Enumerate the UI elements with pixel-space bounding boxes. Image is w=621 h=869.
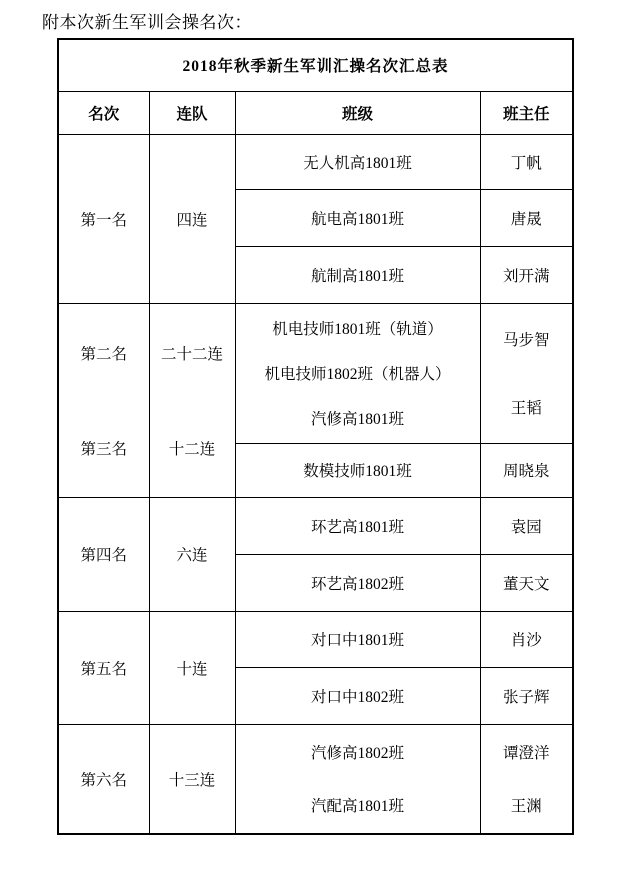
- class-cell: [235, 303, 480, 443]
- class-line: 汽修高1802班: [310, 745, 404, 763]
- class-stack: [236, 726, 480, 832]
- table-title: 2018年秋季新生军训汇操名次汇总表: [58, 39, 573, 91]
- teacher-cell: 张子辉: [480, 667, 573, 724]
- company-line: 十二连: [168, 440, 216, 458]
- rank-stack: [59, 305, 149, 495]
- table-row: [58, 611, 573, 667]
- class-cell: 航制高1801班: [235, 246, 480, 303]
- ranking-table: [57, 38, 574, 835]
- class-cell: 环艺高1802班: [235, 554, 480, 611]
- rank-line: 第三名: [80, 440, 127, 458]
- rank-cell: 第五名: [58, 611, 149, 724]
- table-row: [58, 303, 573, 443]
- teacher-line: 马步智: [503, 332, 550, 349]
- class-cell: [235, 724, 480, 834]
- intro-text: 附本次新生军训会操名次：: [42, 13, 252, 32]
- class-line: 机电技师1801班（轨道）: [272, 320, 443, 338]
- company-line: 二十二连: [160, 345, 223, 363]
- column-header-rank: 名次: [58, 91, 149, 134]
- class-cell: 航电高1801班: [235, 189, 480, 246]
- class-line: 汽修高1801班: [310, 411, 404, 429]
- company-cell: [149, 303, 235, 497]
- title-row: [58, 39, 573, 91]
- teacher-line: 王渊: [510, 798, 542, 816]
- class-line: 汽配高1801班: [310, 798, 404, 816]
- company-cell: 四连: [149, 134, 235, 303]
- teacher-line: 谭澄洋: [503, 745, 550, 763]
- rank-line: 第二名: [80, 345, 127, 363]
- column-header-class: 班级: [235, 91, 480, 134]
- teacher-line: 王韬: [510, 400, 542, 417]
- teacher-cell: [480, 724, 573, 834]
- rank-cell: 第一名: [58, 134, 149, 303]
- column-header-teacher: 班主任: [480, 91, 573, 134]
- company-cell: 十三连: [149, 724, 235, 834]
- company-cell: 六连: [149, 497, 235, 611]
- teacher-cell: 肖沙: [480, 611, 573, 667]
- teacher-cell: 董天文: [480, 554, 573, 611]
- teacher-cell: [480, 303, 573, 443]
- header-row: [58, 91, 573, 134]
- class-cell: 无人机高1801班: [235, 134, 480, 189]
- teacher-cell: 袁园: [480, 497, 573, 554]
- class-cell: 对口中1802班: [235, 667, 480, 724]
- teacher-stack: [481, 726, 573, 832]
- class-cell: 对口中1801班: [235, 611, 480, 667]
- rank-cell: 第四名: [58, 497, 149, 611]
- teacher-stack: [481, 305, 573, 441]
- company-cell: 十连: [149, 611, 235, 724]
- class-line: 机电技师1802班（机器人）: [264, 365, 451, 383]
- rank-cell: [58, 303, 149, 497]
- teacher-cell: 丁帆: [480, 134, 573, 189]
- table-row: [58, 497, 573, 554]
- table-row: [58, 134, 573, 189]
- table-row: [58, 724, 573, 834]
- column-header-company: 连队: [149, 91, 235, 134]
- rank-cell: 第六名: [58, 724, 149, 834]
- class-cell: 环艺高1801班: [235, 497, 480, 554]
- class-stack: [236, 305, 480, 441]
- teacher-cell: 周晓泉: [480, 443, 573, 497]
- class-cell: 数模技师1801班: [235, 443, 480, 497]
- company-stack: [150, 305, 235, 495]
- teacher-cell: 唐晟: [480, 189, 573, 246]
- teacher-cell: 刘开满: [480, 246, 573, 303]
